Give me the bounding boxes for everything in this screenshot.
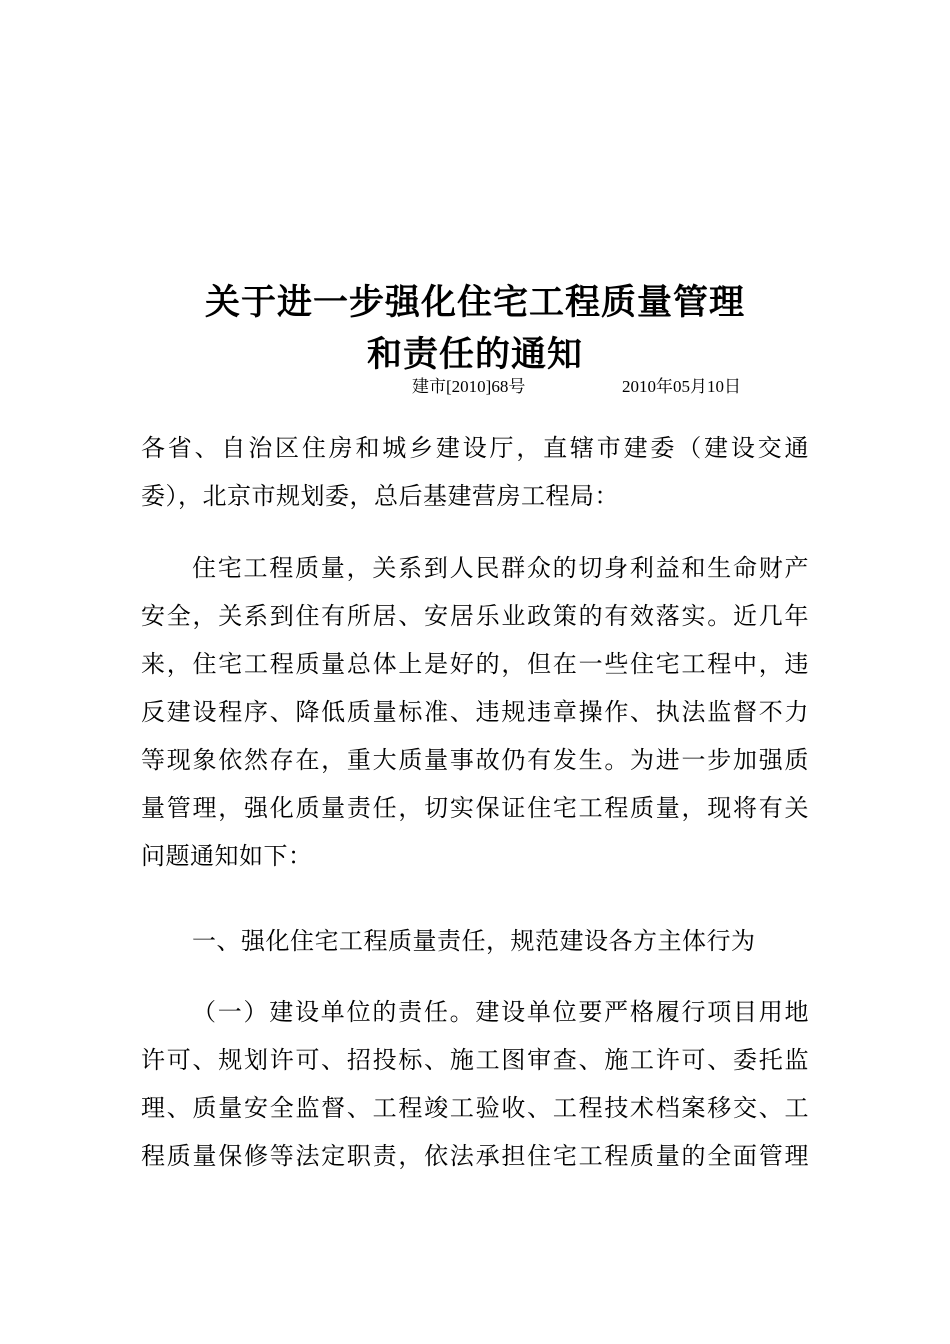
paragraph-intro xyxy=(141,544,809,880)
salutation-line: 委），北京市规划委，总后基建营房工程局： xyxy=(141,482,619,510)
document-date: 2010年05月10日 xyxy=(622,377,741,396)
paragraph-line: 问题通知如下： xyxy=(141,842,313,870)
document-title-line-2: 和责任的通知 xyxy=(366,334,583,375)
salutation xyxy=(141,424,809,520)
section-heading-text: 一、强化住宅工程质量责任，规范建设各方主体行为 xyxy=(192,927,756,955)
paragraph-line: 等现象依然存在，重大质量事故仍有发生。为进一步加强质 xyxy=(141,746,809,774)
salutation-line: 各省、自治区住房和城乡建设厅，直辖市建委（建设交通 xyxy=(141,434,809,462)
paragraph-line: 安全，关系到住有所居、安居乐业政策的有效落实。近几年 xyxy=(141,602,809,630)
document-meta xyxy=(412,375,741,399)
paragraph-line: （一）建设单位的责任。建设单位要严格履行项目用地 xyxy=(192,998,809,1026)
paragraph-line: 量管理，强化质量责任，切实保证住宅工程质量，现将有关 xyxy=(141,794,809,822)
paragraph-line: 来，住宅工程质量总体上是好的，但在一些住宅工程中，违 xyxy=(141,650,809,678)
paragraph-line: 反建设程序、降低质量标准、违规违章操作、执法监督不力 xyxy=(141,698,809,726)
paragraph-construction-unit xyxy=(141,988,809,1180)
paragraph-line: 理、质量安全监督、工程竣工验收、工程技术档案移交、工 xyxy=(141,1094,809,1122)
paragraph-line: 程质量保修等法定职责，依法承担住宅工程质量的全面管理 xyxy=(141,1142,809,1170)
document-number: 建市[2010]68号 xyxy=(412,377,526,396)
paragraph-line: 住宅工程质量，关系到人民群众的切身利益和生命财产 xyxy=(192,554,809,582)
document-title-line-1: 关于进一步强化住宅工程质量管理 xyxy=(204,282,745,323)
paragraph-line: 许可、规划许可、招投标、施工图审查、施工许可、委托监 xyxy=(141,1046,809,1074)
section-heading xyxy=(141,917,809,965)
